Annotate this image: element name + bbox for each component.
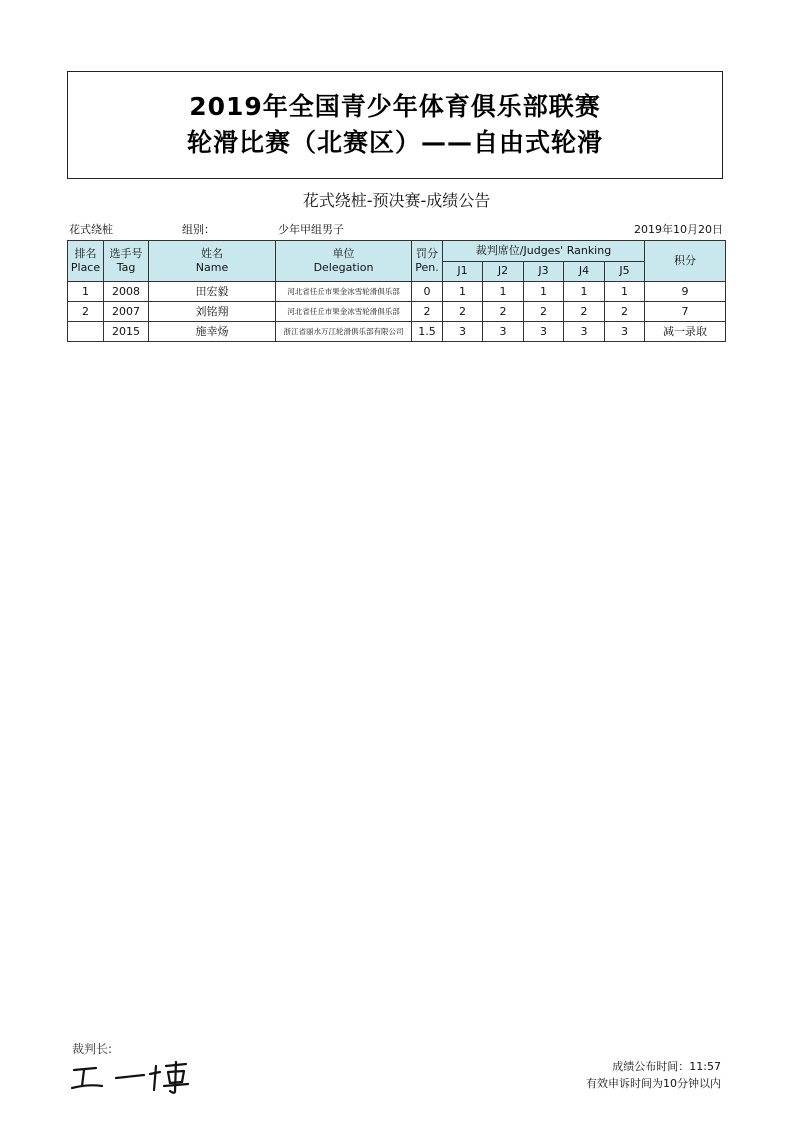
cell-j2: 3	[483, 322, 524, 342]
results-table	[67, 240, 726, 342]
header-j1: J1	[443, 261, 483, 282]
header-penalty-cn: 罚分	[416, 247, 438, 260]
cell-delegation: 河北省任丘市果金冰雪轮滑俱乐部	[276, 302, 412, 322]
header-j4: J4	[564, 261, 605, 282]
cell-j2: 1	[483, 282, 524, 302]
title-line-2: 轮滑比赛（北赛区）——自由式轮滑	[186, 128, 603, 157]
header-place-cn: 排名	[74, 247, 97, 260]
header-penalty-en: Pen.	[415, 261, 439, 274]
publish-time: 成绩公布时间：11:57	[612, 1060, 721, 1073]
cell-j4: 3	[564, 322, 605, 342]
header-delegation-cn: 单位	[332, 247, 355, 260]
cell-place: 2	[68, 302, 104, 322]
cell-j5: 3	[605, 322, 645, 342]
header-score: 积分	[645, 241, 726, 282]
title-box	[67, 71, 723, 179]
cell-penalty: 1.5	[412, 322, 443, 342]
cell-tag: 2015	[104, 322, 149, 342]
cell-score: 9	[645, 282, 726, 302]
cell-penalty: 2	[412, 302, 443, 322]
cell-delegation: 浙江省丽水万江轮滑俱乐部有限公司	[276, 322, 412, 342]
cell-j1: 2	[443, 302, 483, 322]
page-subtitle: 花式绕桩-预决赛-成绩公告	[302, 191, 491, 210]
cell-j3: 2	[524, 302, 564, 322]
cell-j3: 3	[524, 322, 564, 342]
header-tag	[104, 241, 149, 282]
cell-score: 7	[645, 302, 726, 322]
cell-name: 施幸炀	[149, 322, 276, 342]
group-label: 组别：	[182, 223, 215, 236]
cell-j1: 3	[443, 322, 483, 342]
cell-name: 田宏毅	[149, 282, 276, 302]
cell-j4: 1	[564, 282, 605, 302]
table-row	[68, 322, 726, 342]
footer-right	[586, 1058, 721, 1092]
header-j3: J3	[524, 261, 564, 282]
header-tag-en: Tag	[116, 261, 136, 274]
chief-referee-label: 裁判长:	[72, 1042, 113, 1056]
table-row	[68, 302, 726, 322]
header-name	[149, 241, 276, 282]
cell-tag: 2008	[104, 282, 149, 302]
header-delegation-en: Delegation	[313, 261, 374, 274]
cell-j4: 2	[564, 302, 605, 322]
group-value: 少年甲组男子	[278, 223, 344, 236]
cell-j2: 2	[483, 302, 524, 322]
cell-j3: 1	[524, 282, 564, 302]
cell-j1: 1	[443, 282, 483, 302]
cell-place: 1	[68, 282, 104, 302]
cell-penalty: 0	[412, 282, 443, 302]
header-place	[68, 241, 104, 282]
title-line-1: 2019年全国青少年体育俱乐部联赛	[189, 92, 601, 121]
table-row	[68, 282, 726, 302]
cell-tag: 2007	[104, 302, 149, 322]
signature-image	[70, 1058, 190, 1094]
cell-score: 减一录取	[645, 322, 726, 342]
header-judges: 裁判席位/Judges' Ranking	[443, 241, 645, 262]
appeal-note: 有效申诉时间为10分钟以内	[586, 1077, 721, 1090]
header-j5: J5	[605, 261, 645, 282]
header-j2: J2	[483, 261, 524, 282]
header-place-en: Place	[70, 261, 101, 274]
event-date: 2019年10月20日	[634, 223, 723, 236]
cell-name: 刘铭翔	[149, 302, 276, 322]
header-penalty	[412, 241, 443, 282]
cell-j5: 2	[605, 302, 645, 322]
header-name-en: Name	[195, 261, 229, 274]
event-name: 花式绕桩	[69, 223, 113, 236]
cell-delegation: 河北省任丘市果金冰雪轮滑俱乐部	[276, 282, 412, 302]
cell-place	[68, 322, 104, 342]
header-delegation	[276, 241, 412, 282]
header-name-cn: 姓名	[201, 247, 223, 260]
cell-j5: 1	[605, 282, 645, 302]
header-tag-cn: 选手号	[109, 247, 143, 260]
